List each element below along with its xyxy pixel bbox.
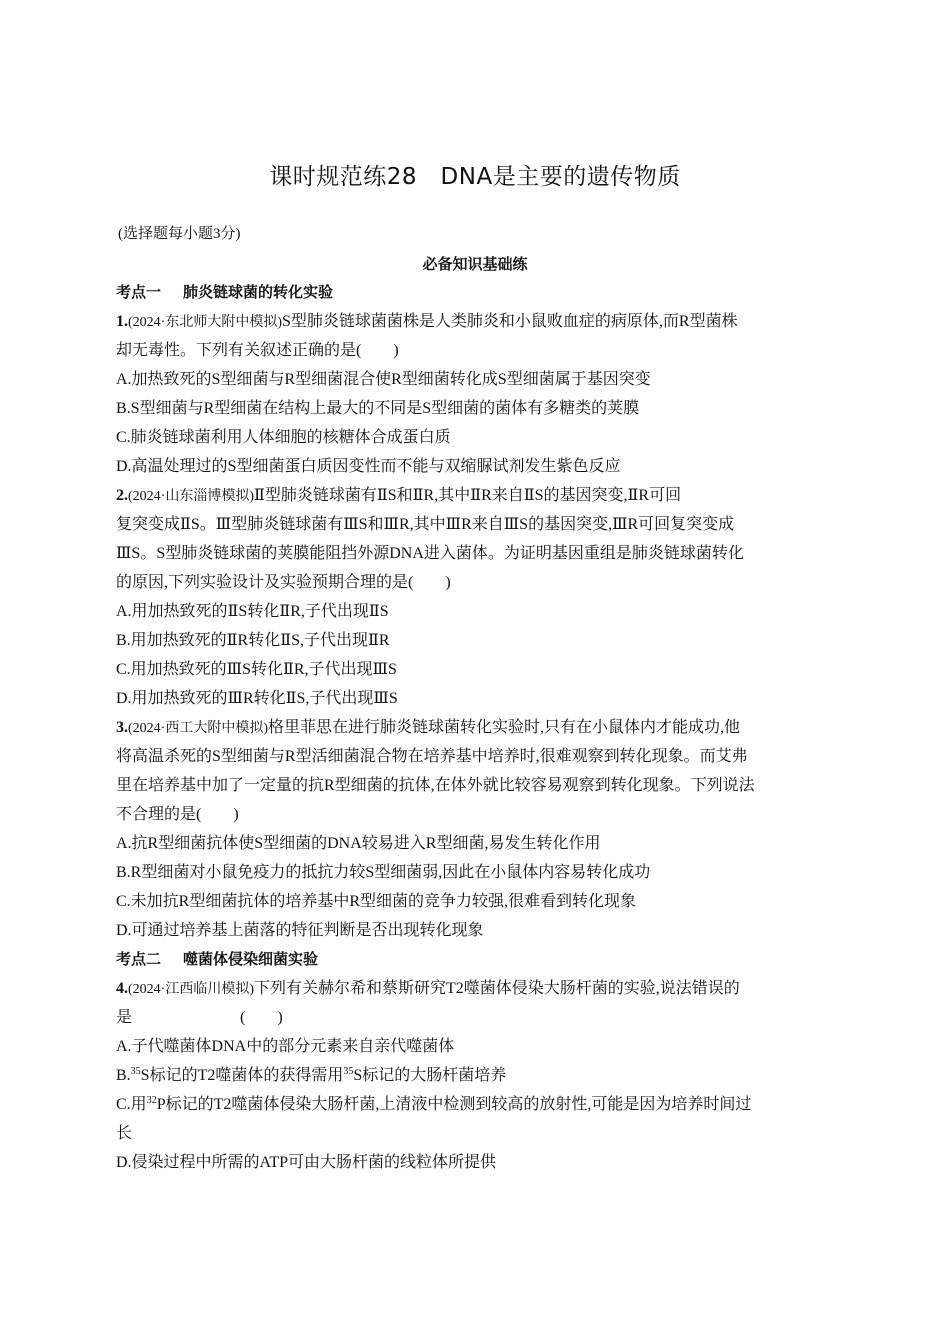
question-source: (2024·西工大附中模拟) [128, 721, 268, 736]
question-number: 1. [116, 313, 128, 330]
question-stem: 4.(2024·江西临川模拟)下列有关赫尔希和蔡斯研究T2噬菌体侵染大肠杆菌的实验,说法错误的 [116, 980, 740, 997]
scoring-note: (选择题每小题3分) [118, 226, 241, 242]
option-b: B.用加热致死的ⅡR转化ⅡS,子代出现ⅡR [116, 632, 390, 649]
question-stem: 却无毒性。下列有关叙述正确的是( ) [116, 342, 399, 359]
question-stem: 复突变成ⅡS。Ⅲ型肺炎链球菌有ⅢS和ⅢR,其中ⅢR来自ⅢS的基因突变,ⅢR可回复突变成 [116, 516, 735, 533]
option-b: B.R型细菌对小鼠免疫力的抵抗力较S型细菌弱,因此在小鼠体内容易转化成功 [116, 864, 651, 881]
question-stem: ⅢS。S型肺炎链球菌的荚膜能阻挡外源DNA进入菌体。为证明基因重组是肺炎链球菌转化 [116, 545, 744, 562]
question-source: (2024·东北师大附中模拟) [128, 315, 282, 330]
question-source: (2024·山东淄博模拟) [128, 489, 254, 504]
question-3 [116, 713, 838, 945]
kaodian-1-heading: 考点一 肺炎链球菌的转化实验 [116, 283, 334, 301]
option-c: C.用加热致死的ⅢS转化ⅡR,子代出现ⅢS [116, 661, 397, 678]
option-a: A.抗R型细菌抗体使S型细菌的DNA较易进入R型细菌,易发生转化作用 [116, 835, 601, 852]
question-source: (2024·江西临川模拟) [128, 982, 254, 997]
question-4 [116, 974, 838, 1177]
question-stem: 2.(2024·山东淄博模拟)Ⅱ型肺炎链球菌有ⅡS和ⅡR,其中ⅡR来自ⅡS的基因突变,ⅡR可回 [116, 487, 682, 504]
question-stem: 是 ( ) [116, 1009, 283, 1026]
question-stem: 1.(2024·东北师大附中模拟)S型肺炎链球菌菌株是人类肺炎和小鼠败血症的病原体,而R型菌株 [116, 313, 738, 330]
option-c: C.用$^{32}$P标记的T2噬菌体侵染大肠杆菌,上清液中检测到较高的放射性,可能是因为培养时间过 [116, 1095, 752, 1113]
option-a: A.用加热致死的ⅡS转化ⅡR,子代出现ⅡS [116, 603, 389, 620]
question-stem: 3.(2024·西工大附中模拟)格里菲思在进行肺炎链球菌转化实验时,只有在小鼠体内才能成功,他 [116, 719, 741, 736]
question-number: 4. [116, 980, 128, 997]
option-b: B.$^{35}$S标记的T2噬菌体的获得需用$^{35}$S标记的大肠杆菌培养 [116, 1066, 507, 1084]
question-number: 3. [116, 719, 128, 736]
question-number: 2. [116, 487, 128, 504]
option-a: A.子代噬菌体DNA中的部分元素来自亲代噬菌体 [116, 1038, 455, 1055]
question-stem: 将高温杀死的S型细菌与R型活细菌混合物在培养基中培养时,很难观察到转化现象。而艾弗 [116, 748, 748, 765]
question-stem: 不合理的是( ) [116, 806, 239, 823]
option-b: B.S型细菌与R型细菌在结构上最大的不同是S型细菌的菌体有多糖类的荚膜 [116, 400, 640, 417]
option-c-continued: 长 [116, 1125, 133, 1142]
kaodian-2-heading: 考点二 噬菌体侵染细菌实验 [116, 950, 319, 968]
question-2 [116, 481, 838, 713]
option-a: A.加热致死的S型细菌与R型细菌混合使R型细菌转化成S型细菌属于基因突变 [116, 371, 651, 388]
question-stem: 的原因,下列实验设计及实验预期合理的是( ) [116, 574, 451, 591]
answer-parenthesis: ( ) [240, 1009, 283, 1026]
option-d: D.侵染过程中所需的ATP可由大肠杆菌的线粒体所提供 [116, 1154, 497, 1171]
option-d: D.用加热致死的ⅢR转化ⅡS,子代出现ⅢS [116, 690, 398, 707]
question-flow [116, 278, 838, 1177]
option-c: C.肺炎链球菌利用人体细胞的核糖体合成蛋白质 [116, 429, 451, 446]
page-title: 课时规范练28 DNA是主要的遗传物质 [269, 164, 681, 190]
question-1 [116, 307, 838, 481]
option-d: D.高温处理过的S型细菌蛋白质因变性而不能与双缩脲试剂发生紫色反应 [116, 458, 621, 475]
option-d: D.可通过培养基上菌落的特征判断是否出现转化现象 [116, 922, 484, 939]
question-stem: 里在培养基中加了一定量的抗R型细菌的抗体,在体外就比较容易观察到转化现象。下列说法 [116, 777, 755, 794]
section-heading: 必备知识基础练 [422, 255, 528, 273]
option-c: C.未加抗R型细菌抗体的培养基中R型细菌的竞争力较强,很难看到转化现象 [116, 893, 637, 910]
